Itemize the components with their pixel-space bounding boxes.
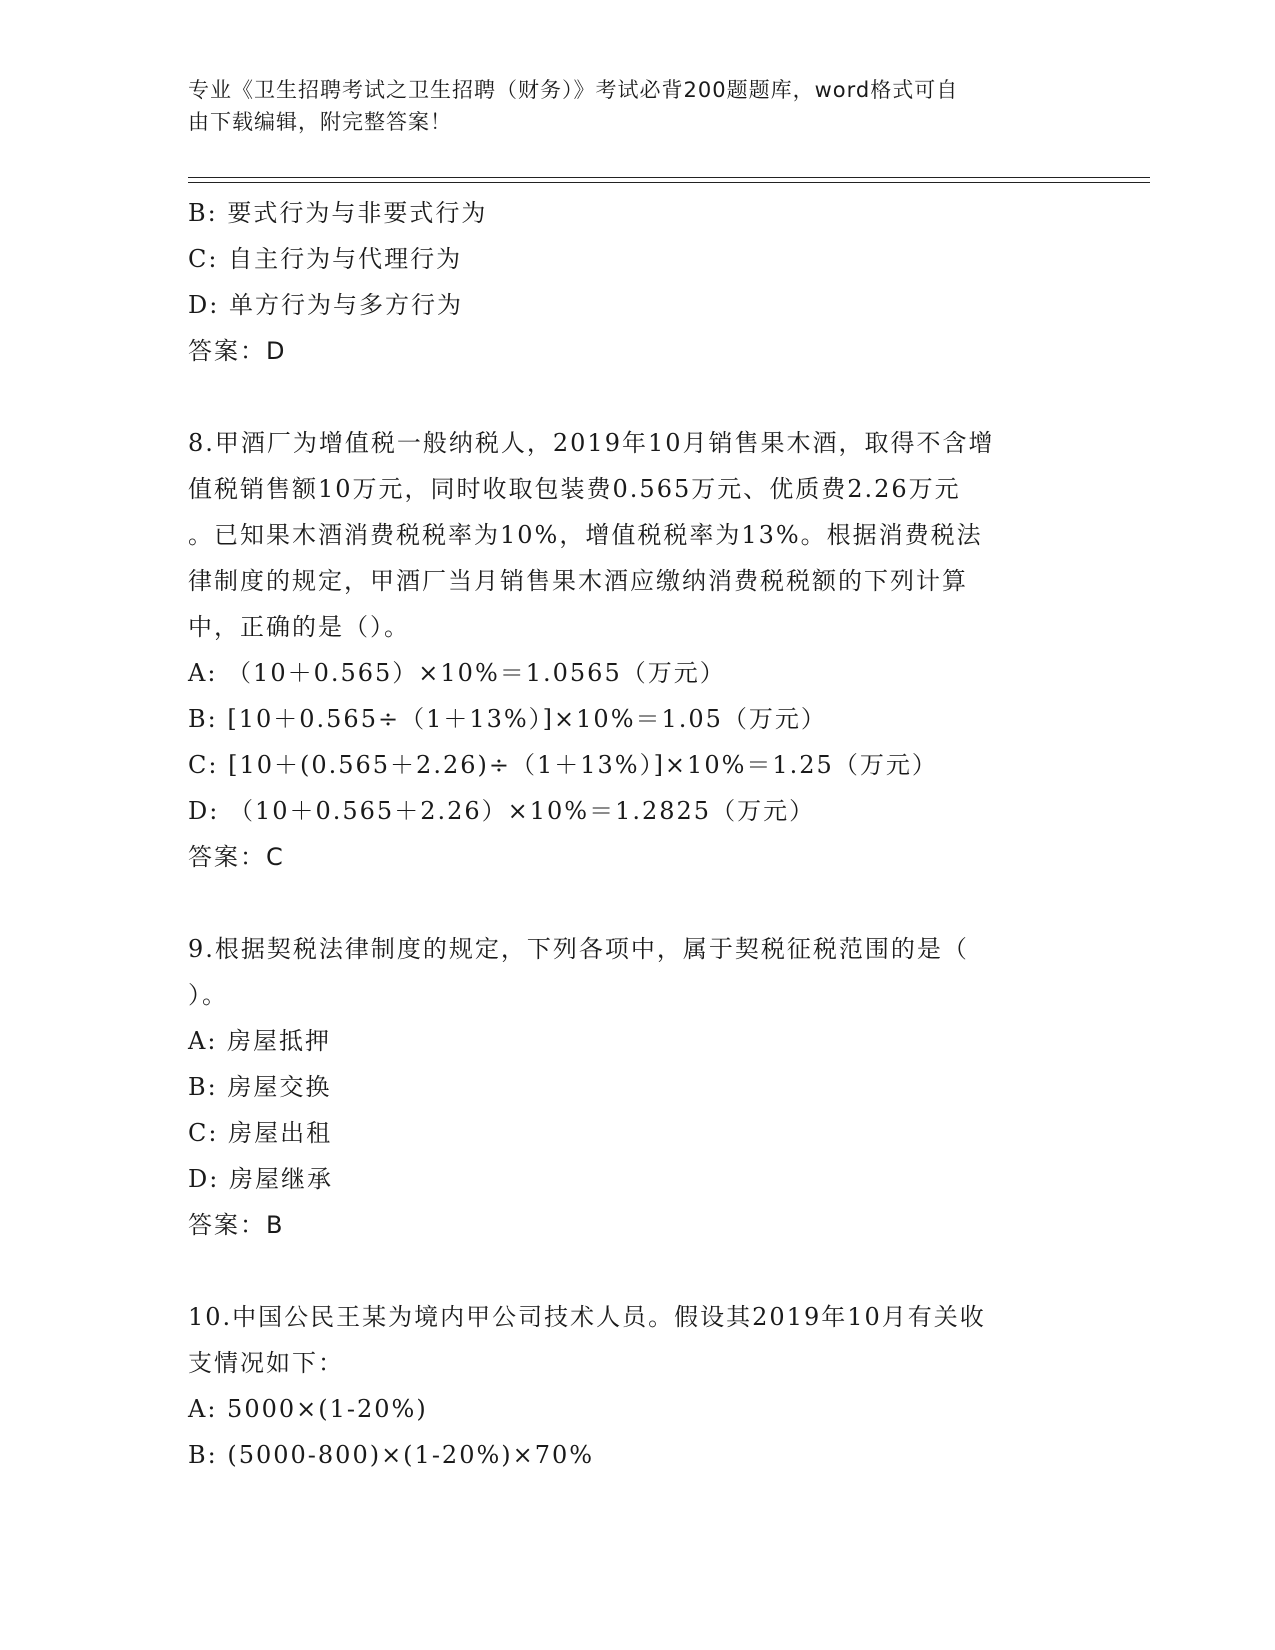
q9-answer: 答案：B bbox=[188, 1211, 285, 1239]
q8-option-a: A: （10＋0.565）×10%＝1.0565（万元） bbox=[188, 659, 726, 687]
q9-option-d: D: 房屋继承 bbox=[188, 1165, 333, 1193]
q10-stem-line-2: 支情况如下： bbox=[188, 1349, 344, 1377]
spacer bbox=[188, 374, 1108, 420]
question-content bbox=[188, 190, 1108, 1478]
q8-stem-line-2: 值税销售额10万元，同时收取包装费0.565万元、优质费2.26万元 bbox=[188, 475, 961, 503]
q9-stem-line-1: 9.根据契税法律制度的规定，下列各项中，属于契税征税范围的是（ bbox=[188, 935, 969, 963]
spacer bbox=[188, 1248, 1108, 1294]
question-8 bbox=[188, 420, 1108, 880]
q9-option-c: C: 房屋出租 bbox=[188, 1119, 333, 1147]
question-7-options bbox=[188, 190, 1108, 374]
q8-option-b: B: [10＋0.565÷（1＋13%）]×10%＝1.05（万元） bbox=[188, 705, 827, 733]
spacer bbox=[188, 880, 1108, 926]
q8-stem-line-3: 。已知果木酒消费税税率为10%，增值税税率为13%。根据消费税法 bbox=[188, 521, 983, 549]
q8-option-d: D: （10＋0.565＋2.26）×10%＝1.2825（万元） bbox=[188, 797, 816, 825]
header-divider-bottom bbox=[188, 182, 1150, 183]
q9-option-b: B: 房屋交换 bbox=[188, 1073, 332, 1101]
header-line-2: 由下载编辑，附完整答案！ bbox=[188, 110, 452, 134]
q9-option-a: A: 房屋抵押 bbox=[188, 1027, 332, 1055]
q8-option-c: C: [10＋(0.565＋2.26)÷（1＋13%）]×10%＝1.25（万元） bbox=[188, 751, 938, 779]
header-line-1: 专业《卫生招聘考试之卫生招聘（财务）》考试必背200题题库，word格式可自 bbox=[188, 78, 959, 102]
q10-stem-line-1: 10.中国公民王某为境内甲公司技术人员。假设其2019年10月有关收 bbox=[188, 1303, 986, 1331]
q8-stem-line-1: 8.甲酒厂为增值税一般纳税人，2019年10月销售果木酒，取得不含增 bbox=[188, 429, 995, 457]
q7-option-c: C: 自主行为与代理行为 bbox=[188, 245, 463, 273]
document-header bbox=[188, 74, 1068, 138]
q7-answer: 答案：D bbox=[188, 337, 287, 365]
question-10 bbox=[188, 1294, 1108, 1478]
q10-option-b: B: (5000-800)×(1-20%)×70% bbox=[188, 1441, 595, 1469]
q7-option-d: D: 单方行为与多方行为 bbox=[188, 291, 463, 319]
q9-stem-line-2: ）。 bbox=[188, 981, 228, 1009]
question-9 bbox=[188, 926, 1108, 1248]
q10-option-a: A: 5000×(1-20%) bbox=[188, 1395, 428, 1423]
header-divider-top bbox=[188, 177, 1150, 178]
q8-stem-line-4: 律制度的规定，甲酒厂当月销售果木酒应缴纳消费税税额的下列计算 bbox=[188, 567, 968, 595]
q8-stem-line-5: 中，正确的是（）。 bbox=[188, 613, 410, 641]
q7-option-b: B: 要式行为与非要式行为 bbox=[188, 199, 488, 227]
q8-answer: 答案：C bbox=[188, 843, 285, 871]
